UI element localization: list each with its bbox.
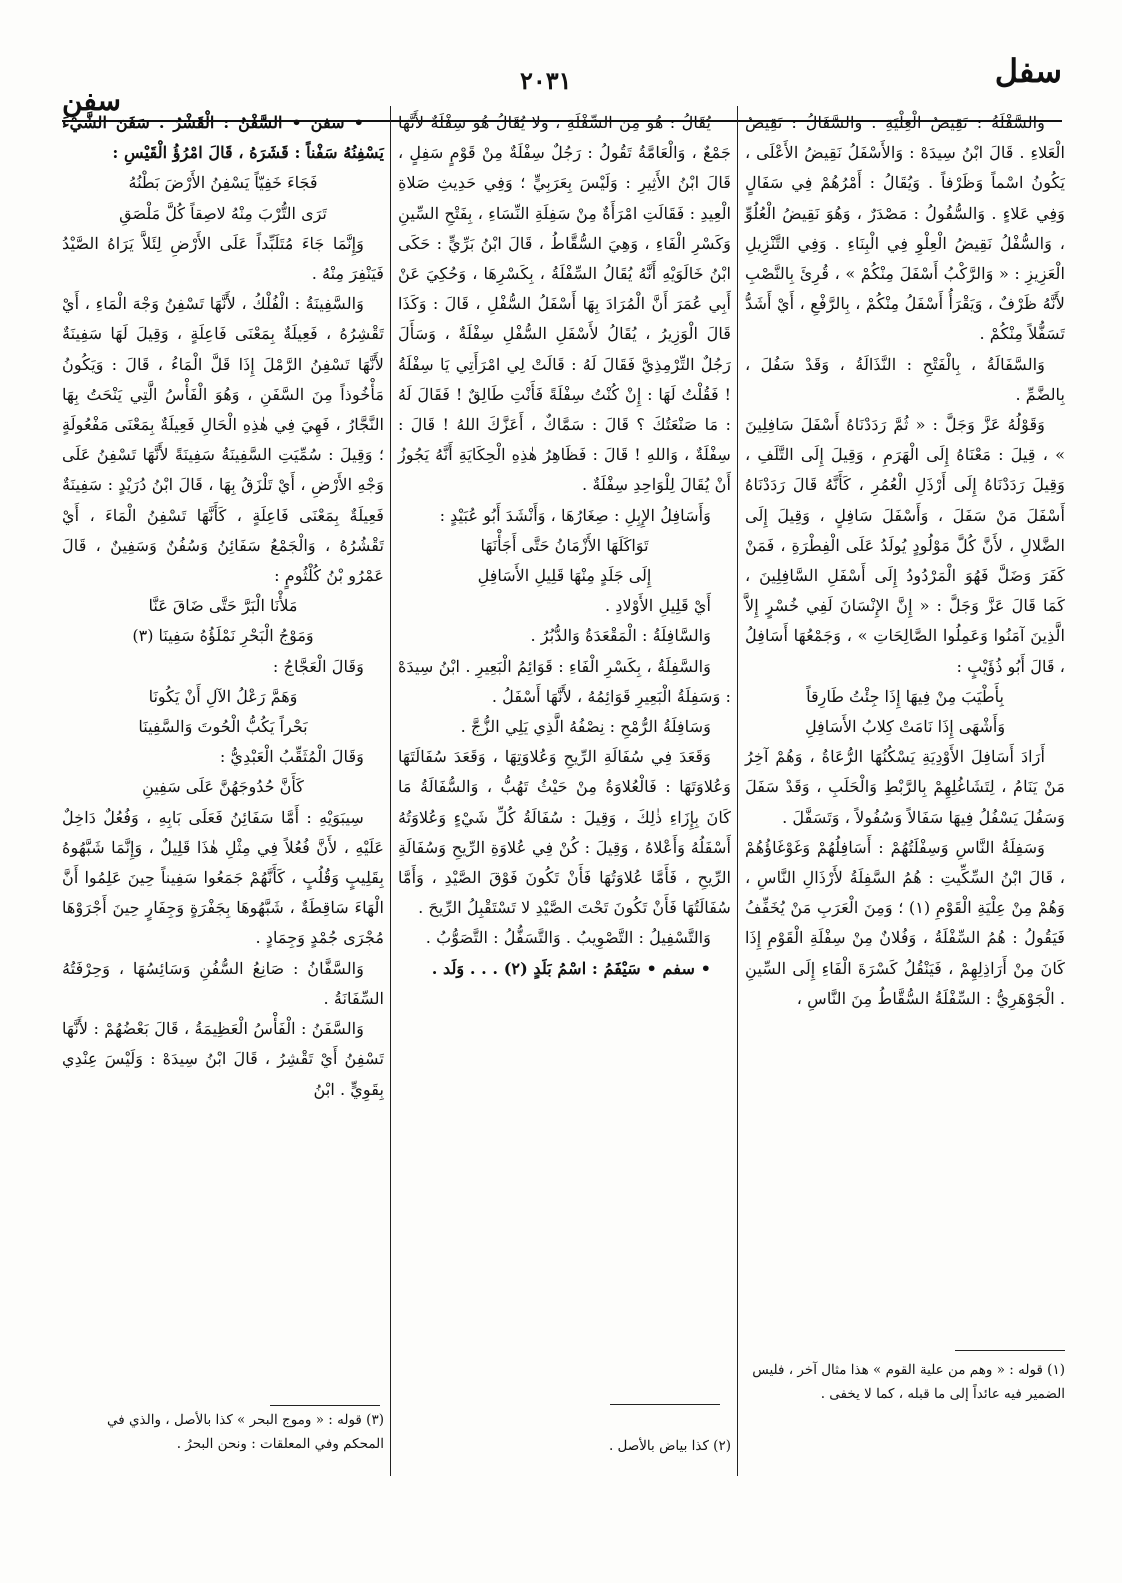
column-divider-right	[737, 106, 738, 1476]
paragraph: وَالسَّفَالَةُ ، بِالْفَتْحِ : النَّذَالَةُ ، وَقَدْ سَفُلَ ، بِالضَّمِّ .	[745, 354, 1065, 404]
verse-line: وَهَمَّ رَعْلُ الآلِ أَنْ يَكُونَا	[148, 686, 298, 706]
verse-line: وَمَوْجُ الْبَحْرِ نَمْلَؤُهُ سَفِينَا (٣)	[132, 626, 314, 646]
verse-line: بَحْراً يَكُبُّ الْحُوتَ وَالسَّفِينَا	[138, 717, 308, 737]
verse-line: فَجَاءَ خَفِيّاً يَسْفِنُ الأَرْضَ بَطْنُهُ	[128, 173, 318, 193]
page-header-root-right: سفل	[994, 52, 1062, 90]
column-middle	[398, 108, 731, 984]
paragraph: وَالسَّافِلَةُ : الْمَقْعَدَةُ وَالدُّبُرُ .	[530, 626, 711, 646]
page-header-root-left: سفن	[62, 84, 121, 117]
paragraph: وَالسَّفَنُ : الْفَأْسُ الْعَظِيمَةُ ، قَالَ بَعْضُهُمْ : لأَنَّهَا تَسْفِنُ أَيْ تَقْشِرُ ، قَالَ ابْنُ سِيدَهْ : وَلَيْسَ عِنْدِي بِقَوِيٍّ . ابْنُ	[62, 1019, 384, 1099]
paragraph: أَيْ قَلِيلِ الأَوْلادِ .	[605, 596, 711, 616]
entry-heading-sfm: • سفم • سَيْفَمُ : اسْمُ بَلَدٍ (٢) . . . وَلَد .	[431, 958, 711, 978]
entry-heading-sfn: • سفن • السَّفْنُ : الْقَشْرُ . سَفَنَ الشَّيْءَ يَسْفِنُهُ سَفْناً : قَشَرَهُ ، قَالَ امْرُؤُ الْقَيْسِ :	[62, 113, 384, 163]
paragraph: سِيبَوَيْهِ : أَمَّا سَفَائِنُ فَعَلَى بَابِهِ ، وَفُعُلٌ دَاخِلٌ عَلَيْهِ ، لأَنَّ فُعُلاً فِي مِثْلِ هٰذَا قَلِيلٌ ، وَإِنَّمَا شَبَّهُوهُ بِقَلِيبٍ وَقُلُبٍ ، كَأَنَّهُمْ جَمَعُوا سَفِيناً حِينَ عَلِمُوا أَنَّ الْهَاءَ سَاقِطَةٌ ، شَبَّهُوهَا بِجَفْرَةٍ وَجِفَارٍ حِينَ أَجْرَوْهَا مُجْرَى جُمْدٍ وَجِمَادٍ .	[62, 807, 384, 948]
paragraph: وَإِنَّمَا جَاءَ مُتَلَبِّداً عَلَى الأَرْضِ لِئَلاَّ يَرَاهُ الصَّيْدُ فَيَنْفِرَ مِنْهُ .	[62, 233, 384, 284]
verse-line: تَوَاكَلَهَا الأَزْمَانُ حَتَّى أَجَأْنَهَا	[480, 535, 649, 555]
footnote-3: (٣) قوله : « وموج البحر » كذا بالأصل ، والذي في المحكم وفي المعلقات : ونحن البحرُ .	[106, 1412, 384, 1452]
verse-line: كَأَنَّ حُدُوجَهُنَّ عَلَى سَفِينِ	[142, 777, 304, 797]
paragraph: وَالسَّفِلَةُ ، بِكَسْرِ الْفَاءِ : قَوَائِمُ الْبَعِيرِ . ابْنُ سِيدَهْ : وَسَفِلَةُ الْبَعِيرِ قَوَائِمُهُ ، لأَنَّهَا أَسْفَلُ .	[398, 656, 731, 706]
verse-line: مَلأْنَا الْبَرَّ حَتَّى ضَاقَ عَنَّا	[148, 596, 298, 616]
verse-line: بِأَطْيَبَ مِنْ فِيهَا إِذَا جِئْتُ طَارِقاً	[806, 686, 1004, 706]
paragraph: وَقَالَ الْعَجَّاجُ :	[272, 656, 364, 676]
paragraph: وَسَافِلَةُ الرُّمْحِ : نِصْفُهُ الَّذِي يَلِي الزُّجَّ .	[460, 717, 711, 737]
verse-line: تَرَى التُّرْبَ مِنْهُ لاصِقاً كُلَّ مَلْصَقِ	[119, 203, 327, 223]
column-right	[745, 108, 1065, 1014]
verse-line: إِلَى جَلَدٍ مِنْهَا قَلِيلِ الأَسَافِلِ	[477, 566, 652, 586]
paragraph: وَقَعَدَ فِي سُفَالَةِ الرِّيحِ وَعُلاوَتِهَا ، وَقَعَدَ سُفَالَتَهَا وَعُلاوَتَهَا : فَالْعُلاوَةُ مِنْ حَيْثُ تَهُبُّ ، وَالسُّفَالَةُ مَا كَانَ بِإِزَاءِ ذٰلِكَ ، وَقِيلَ : سُفَالَةُ كُلِّ شَيْءٍ وَعُلاوَتُهُ أَسْفَلُهُ وَأَعْلاهُ ، وَقِيلَ : كُنْ فِي عُلاوَةِ الرِّيحِ وَسُفَالَةِ الرِّيحِ ، فَأَمَّا عُلاوَتُهَا فَأَنْ تَكُونَ فَوْقَ الصَّيْدِ ، وَأَمَّا سُفَالَتُهَا فَأَنْ تَكُونَ تَحْتَ الصَّيْدِ لا تَسْتَقْبِلُ الرِّيحَ .	[398, 747, 731, 918]
verse-line: وَأَشْهَى إِذَا نَامَتْ كِلابُ الأَسَافِلِ	[804, 717, 1006, 737]
paragraph: وَأَسَافِلُ الإِبِلِ : صِغَارُهَا ، وَأَنْشَدَ أَبُو عُبَيْدٍ :	[439, 505, 711, 525]
column-divider-left	[390, 106, 391, 1476]
footnote-1: (١) قوله : « وهم من علية القوم » هذا مثال آخر ، فليس الضمير فيه عائداً إلى ما قبله ، كما لا يخفى .	[752, 1362, 1065, 1402]
paragraph: وَقَالَ الْمُثَقِّبُ الْعَبْدِيُّ :	[219, 747, 364, 767]
paragraph: أَرَادَ أَسَافِلَ الأَوْدِيَةِ يَسْكُنُهَا الرُّعَاةُ ، وَهُمْ آخِرُ مَنْ يَنَامُ ، لِتَشَاغُلِهِمْ بِالرَّبْطِ وَالْحَلَبِ ، وَقَدْ سَفَلَ وَسَفُلَ يَسْفُلُ فِيهَا سَفَالاً وَسُفُولاً ، وَتَسَفَّلَ .	[745, 747, 1065, 827]
footnote-rule	[955, 1350, 1065, 1351]
paragraph: وَالسَّفَّانُ : صَانِعُ السُّفُنِ وَسَائِسُهَا ، وَحِرْفَتُهُ السِّفَانَةُ .	[62, 958, 384, 1008]
paragraph: وَالسَّفِينَةُ : الْفُلْكُ ، لأَنَّهَا تَسْفِنُ وَجْهَ الْمَاءِ ، أَيْ تَقْشِرُهُ ، فَعِيلَةٌ بِمَعْنَى فَاعِلَةٍ ، وَقِيلَ لَهَا سَفِينَةٌ لأَنَّهَا تَسْفِنُ الرَّمْلَ إِذَا قَلَّ الْمَاءُ ، قَالَ : وَيَكُونُ مَأْخُوذاً مِنَ السَّفَنِ ، وَهُوَ الْفَأْسُ الَّتِي يَنْحَتُ بِهَا النَّجَّارُ ، فَهِيَ فِي هٰذِهِ الْحَالِ فَعِيلَةٌ بِمَعْنَى مَفْعُولَةٍ ؛ وَقِيلَ : سُمِّيَتِ السَّفِينَةُ سَفِينَةً لأَنَّهَا تَسْفِنُ عَلَى وَجْهِ الأَرْضِ ، أَيْ تَلْزَقُ بِهَا ، قَالَ ابْنُ دُرَيْدٍ : سَفِينَةٌ فَعِيلَةٌ بِمَعْنَى فَاعِلَةٍ ، كَأَنَّهَا تَسْفِنُ الْمَاءَ ، أَيْ تَقْشُرُهُ ، وَالْجَمْعُ سَفَائِنُ وَسُفُنٌ وَسَفِينٌ ، قَالَ عَمْرُو بْنُ كُلْثُومٍ :	[62, 294, 384, 586]
page-number: ٢٠٣١	[520, 66, 572, 95]
paragraph: وَسَفِلَةُ النَّاسِ وَسِفْلَتُهُمْ : أَسَافِلُهُمْ وَغَوْغَاؤُهُمْ ، قَالَ ابْنُ السِّكِّيتِ : هُمُ السَّفِلَةُ لأَرْذَالِ النَّاسِ ، وَهُمْ مِنْ عِلْيَةِ الْقَوْمِ (١) ؛ وَمِنَ الْعَرَبِ مَنْ يُخَفِّفُ فَيَقُولُ : هُمُ السِّفْلَةُ ، وَفُلانٌ مِنْ سِفْلَةِ الْقَوْمِ إِذَا كَانَ مِنْ أَرَاذِلِهِمْ ، فَيَنْقُلُ كَسْرَةَ الْفَاءِ إِلَى السِّينِ . الْجَوْهَرِيُّ : السِّفْلَةُ السُّقَّاطُ مِنَ النَّاسِ ،	[745, 837, 1065, 1008]
paragraph: يُقَالُ : هُوَ مِنَ السِّفْلَةِ ، وَلا يُقَالُ هُوَ سِفْلَةٌ لأَنَّهَا جَمْعٌ ، وَالْعَامَّةُ تَقُولُ : رَجُلٌ سِفْلَةٌ مِنْ قَوْمٍ سَفِلٍ ، قَالَ ابْنُ الأَثِيرِ : وَلَيْسَ بِعَرَبِيٍّ ؛ وَفِي حَدِيثِ صَلاةِ الْعِيدِ : فَقَالَتِ امْرَأَةٌ مِنْ سَفِلَةِ النِّسَاءِ ، بِفَتْحِ السِّينِ وَكَسْرِ الْفَاءِ ، وَهِيَ السُّقَّاطُ ، قَالَ ابْنُ بَرِّيٍّ : حَكَى ابْنُ خَالَوَيْهِ أَنَّهُ يُقَالُ السِّفْلَةُ ، بِكَسْرِهَا ، وَحُكِيَ عَنْ أَبِي عُمَرَ أَنَّ الْمُرَادَ بِهَا أَسْفَلُ السُّفْلِ ، قَالَ : وَكَذَا قَالَ الْوَزِيرُ ، يُقَالُ لأَسْفَلِ السُّفْلِ سِفْلَةٌ ، وَسَأَلَ رَجُلٌ التِّرْمِذِيَّ فَقَالَ لَهُ : قَالَتْ لِي امْرَأَتِي يَا سِفْلَةُ ! فَقُلْتُ لَهَا : إِنْ كُنْتُ سِفْلَةً فَأَنْتِ طَالِقٌ ! فَقَالَ لَهُ : مَا صَنْعَتُكَ ؟ قَالَ : سَمَّاكٌ ، أَعَزَّكَ اللهُ ! قَالَ : سِفْلَةٌ ، وَاللهِ ! قَالَ : فَظَاهِرُ هٰذِهِ الْحِكَايَةِ أَنَّهُ يَجُوزُ أَنْ يُقَالَ لِلْوَاحِدِ سِفْلَةٌ .	[398, 113, 731, 495]
paragraph: وَالتَّسْفِيلُ : التَّصْوِيبُ . وَالتَّسَفُّلُ : التَّصَوُّبُ .	[425, 928, 711, 948]
paragraph: وَقَوْلُهُ عَزَّ وَجَلَّ : « ثُمَّ رَدَدْنَاهُ أَسْفَلَ سَافِلِينَ » ، قِيلَ : مَعْنَاهُ إِلَى الْهَرَمِ ، وَقِيلَ إِلَى التَّلَفِ ، وَقِيلَ رَدَدْنَاهُ إِلَى أَرْذَلِ الْعُمُرِ ، كَأَنَّهُ قَالَ رَدَدْنَاهُ أَسْفَلَ مَنْ سَفَلَ ، وَأَسْفَلَ سَافِلٍ ، وَقِيلَ إِلَى الضَّلالِ ، لأَنَّ كُلَّ مَوْلُودٍ يُولَدُ عَلَى الْفِطْرَةِ ، فَمَنْ كَفَرَ وَضَلَّ فَهُوَ الْمَرْدُودُ إِلَى أَسْفَلِ السَّافِلِينَ ، كَمَا قَالَ عَزَّ وَجَلَّ : « إِنَّ الإِنْسَانَ لَفِي خُسْرٍ إِلاَّ الَّذِينَ آمَنُوا وَعَمِلُوا الصَّالِحَاتِ » ، وَجَمْعُهَا أَسَافِلُ ، قَالَ أَبُو ذُؤَيْبٍ :	[745, 415, 1065, 676]
footnote-rule	[270, 1405, 380, 1406]
footnote-2: (٢) كذا بياض بالأصل .	[608, 1438, 731, 1454]
paragraph: وَالسَّفْلَةُ : نَقِيضُ الْعِلْيَةِ . وَالسَّفَالُ : نَقِيضُ الْعَلاءِ . قَالَ ابْنُ سِيدَهْ : وَالأَسْفَلُ نَقِيضُ الأَعْلَى ، يَكُونُ اسْماً وَظَرْفاً . وَيُقَالُ : أَمْرُهُمْ فِي سَفَالٍ وَفِي عَلاءٍ . وَالسُّفُولُ : مَصْدَرٌ ، وَهُوَ نَقِيضُ الْعُلُوِّ ، وَالسُّفْلُ نَقِيضُ الْعِلْوِ فِي الْبِنَاءِ . وَفِي التَّنْزِيلِ الْعَزِيزِ : « وَالرَّكْبُ أَسْفَلَ مِنْكُمْ » ، قُرِئَ بِالنَّصْبِ لأَنَّهُ ظَرْفٌ ، وَيَقْرَأُ أَسْفَلُ مِنْكُمْ ، بِالرَّفْعِ ، أَيْ أَشَدُّ تَسَفُّلاً مِنْكُمْ .	[745, 113, 1065, 344]
column-left	[62, 108, 384, 1105]
footnote-rule	[610, 1404, 720, 1405]
